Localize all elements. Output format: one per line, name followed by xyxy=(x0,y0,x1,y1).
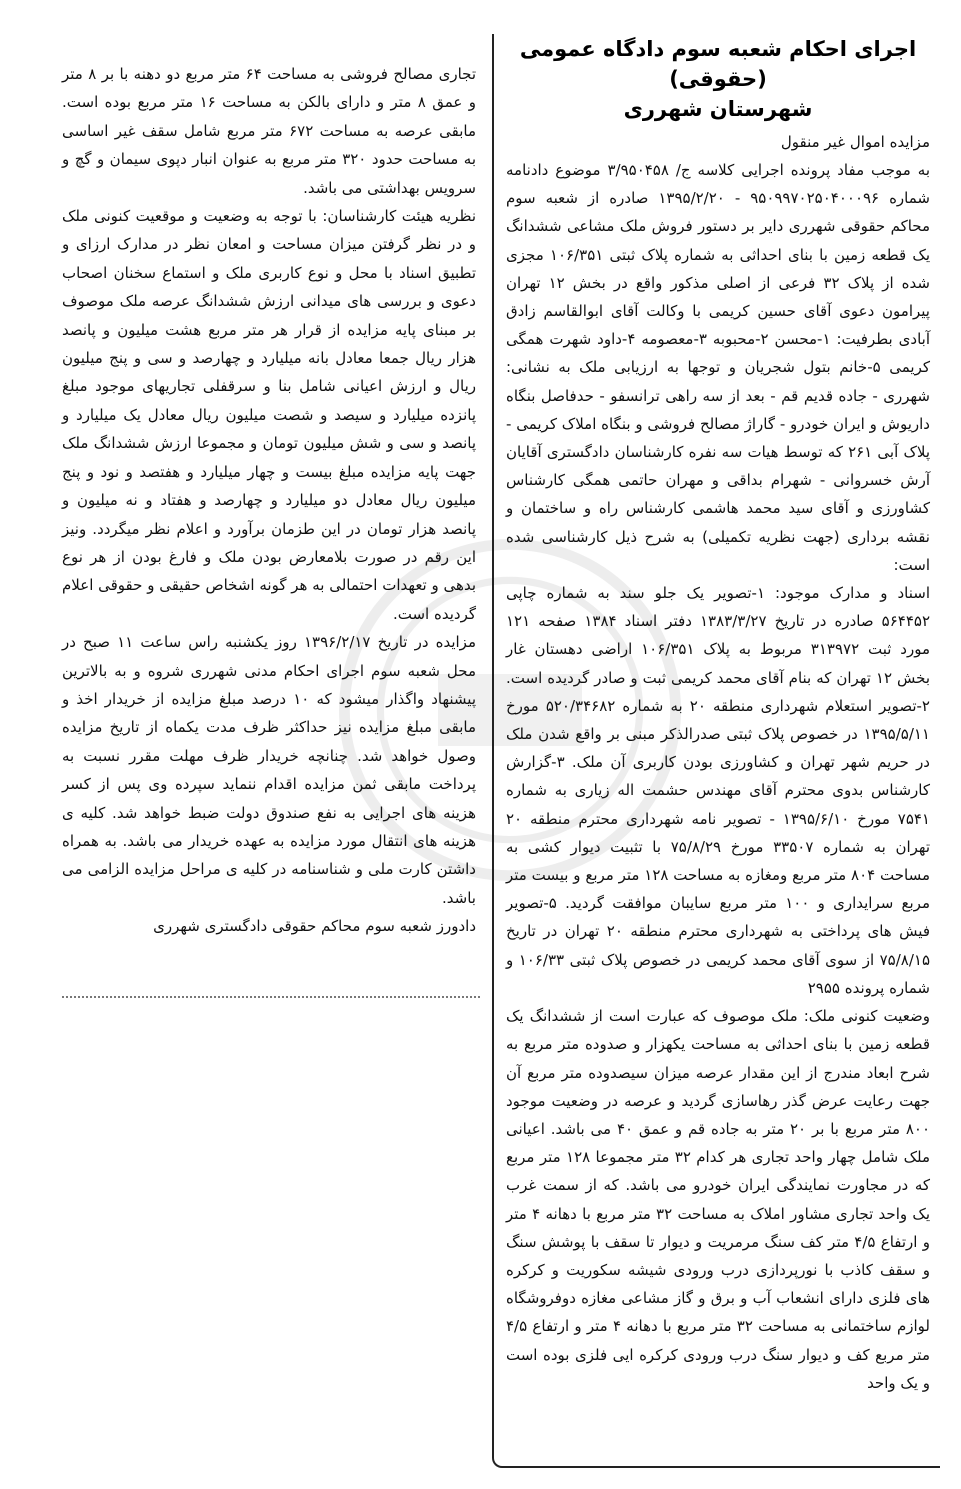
signature: دادورز شعبه سوم محاکم حقوقی دادگستری شهرری xyxy=(153,917,476,936)
column-divider xyxy=(62,996,480,998)
notice-column-left xyxy=(56,60,486,990)
paragraph-right-3: وضعیت کنونی ملک: ملک موصوف که عبارت است از ششدانگ یک قطعه زمین با بنای احداثی به مساحت یکهزار و صدوده متر مربع به شرح ابعاد مندرج از این مقدار عرصه میزان سیصدوده متر مربع آن جهت رعایت عرض گذر رهاسازی گردید و عرصه در وضعیت موجود ۸۰۰ متر مربع با بر ۲۰ متر به جاده قم و عمق ۴۰ می باشد. اعیانی ملک شامل چهار واحد تجاری هر کدام ۳۲ متر مجموعا ۱۲۸ متر مربع که در مجاورت نمایندگی ایران خودرو می باشد. که از سمت غرب یک واحد تجاری مشاور املاک به مساحت ۳۲ متر مربع با دهانه ۴ متر و ارتفاع ۴/۵ متر کف سنگ مرمریت و دیوار تا سقف با پوشش سنگ و سقف کاذب با نورپردازی درب ورودی شیشه سکوریت و کرکره های فلزی دارای انشعاب آب و برق و گاز مشاعی مغازه دوفروشگاه لوازم ساختمانی به مساحت ۳۲ متر مربع با دهانه ۴ متر و ارتفاع ۴/۵ متر مربع کف و دیوار سنگ درب ورودی کرکره ایی فلزی بوده است و یک واحد xyxy=(506,1007,931,1392)
paragraph-right-2: اسناد و مدارک موجود: ۱-تصویر یک جلو سند به شماره چاپی ۵۶۴۴۵۲ صادره در تاریخ ۱۳۸۳/۳/۲۷ دفتر اسناد ۱۳۸۴ صفحه ۱۲۱ مورد ثبت ۳۱۳۹۷۲ مربوط به پلاک ۱۰۶/۳۵۱ اراضی دهستان غار بخش ۱۲ تهران که بنام آقای محمد کریمی ثبت و صادر گردیده است. ۲-تصویر استعلام شهرداری منطقه ۲۰ به شماره ۵۲۰/۳۴۶۸۲ مورخ ۱۳۹۵/۵/۱۱ در خصوص پلاک ثبتی صدرالذکر مبنی بر واقع شدن ملک در حریم شهر تهران و کشاورزی بودن کاربری آن ملک. ۳-گزارش کارشناس بدوی محترم آقای مهندس حشمت اله زیاری به شماره ۷۵۴۱ مورخ ۱۳۹۵/۶/۱۰ - تصویر نامه شهرداری محترم منطقه ۲۰ تهران به شماره ۳۳۵۰۷ مورخ ۷۵/۸/۲۹ با تثبیت دیوار کشی به مساحت ۸۰۴ متر مربع ومغازه به مساحت ۱۲۸ متر مربع و بیست متر مربع سرایداری و ۱۰۰ متر مربع سایبان موافقت گردید. ۵-تصویر فیش های پرداختی به شهرداری محترم منطقه ۲۰ تهران در تاریخ ۷۵/۸/۱۵ از سوی آقای محمد کریمی در خصوص پلاک ثبتی ۱۰۶/۳۳ و شماره پرونده ۲۹۵۵ xyxy=(506,584,931,997)
paragraph-left-2: نظریه هیئت کارشناسان: با توجه به وضعیت و موقعیت کنونی ملک و در نظر گرفتن میزان مساحت و امعان نظر در مدارک ارزای و تطبیق اسناد با محل و نوع کاربری ملک و استماع سخنان اصحاب دعوی و بررسی های میدانی ارزش ششدانگ عرصه ملک موصوف بر مبنای پایه مزایده از قرار هر متر مربع هشت میلیون و پانصد هزار ریال جمعا معادل بانه میلیارد و چهارصد و سی و پنج میلیون ریال و ارزش اعیانی شامل بنا و سرقفلی تجاریهای موجود مبلغ پانزده میلیارد و سیصد و شصت میلیون ریال معادل یک میلیارد و پانصد و سی و شش میلیون تومان و مجموعا ارزش ششدانگ ملک جهت پایه مزایده مبلغ بیست و چهار میلیارد و هفتصد و نود و پنج میلیون ریال معادل دو میلیارد و چهارصد و هفتاد و نه میلیون و پانصد هزار تومان در این طزمان برآورد و اعلام نظر میگردد. ونیز این رقم در صورت بلامعارض بودن ملک و فارغ بودن از هر نوع بدهی و تعهدات احتمالی به هر گونه اشخاص حقیقی و حقوقی اعلام گردیده است. xyxy=(62,207,476,623)
paragraph-right-1: به موجب مفاد پرونده اجرایی کلاسه ج/ ۳/۹۵۰۴۵۸ موضوع دادنامه شماره ۹۵۰۹۹۷۰۲۵۰۴۰۰۰۹۶ - ۱۳۹۵/۲/۲۰ صادره از شعبه سوم محاکم حقوقی شهرری دایر بر دستور فروش ملک مشاعی ششدانگ یک قطعه زمین با بنای احداثی به شماره پلاک ثبتی ۱۰۶/۳۵۱ مجزی شده از پلاک ۳۲ فرعی از اصلی مذکور واقع در بخش ۱۲ تهران پیرامون دعوی آقای حسین کریمی با وکالت آقای ابوالقاسم زادق آبادی بطرفیت: ۱-محسن ۲-محبوبه ۳-معصومه ۴-داود شهرت همگی کریمی ۵-خانم بتول شجریان و توجها به ارزیابی ملک به نشانی: شهرری - جاده قدیم قم - بعد از سه راهی ترانسفو - حدفاصل بنگاه داریوش و ایران خودرو - گاراژ مصالح فروشی و بنگاه املاک کریمی - پلاک آبی ۲۶۱ که توسط هیات سه نفره کارشناسان دادگستری آقایان آرش خسروانی - شهرام بداقی و مهران حاتمی همگی کارشناس کشاورزی و آقای سید محمد هاشمی کارشناس راه و ساختمان و نقشه برداری (جهت نظریه تکمیلی) به شرح ذیل کارشناسی شده است: xyxy=(506,161,931,574)
section-label: مزایده اموال غیر منقول xyxy=(780,133,930,151)
paragraph-left-1: تجاری مصالح فروشی به مساحت ۶۴ متر مربع دو دهنه با بر ۸ متر و عمق ۸ متر و دارای بالکن به مساحت ۱۶ متر مربع بوده است. مابقی عرصه به مساحت ۶۷۲ متر مربع شامل سقف غیر اساسی به مساحت حدود ۳۲۰ متر مربع به عنوان انبار دپوی سیمان و گچ و سرویس بهداشتی می باشد. xyxy=(62,65,477,197)
notice-title xyxy=(506,34,930,124)
paragraph-left-3: مزایده در تاریخ ۱۳۹۶/۲/۱۷ روز یکشنبه راس ساعت ۱۱ صبح در محل شعبه سوم اجرای احکام مدنی شهرری شروه و به بالاترین پیشنهاد واگذار میشود که ۱۰ درصد مبلغ مزایده از خریدار اخذ و مابقی مبلغ مزایده نیز حداکثر ظرف مدت یکماه از تاریخ مزایده وصول خواهد شد. چنانچه خریدار ظرف مهلت مقرر نسبت به پرداخت مابقی ثمن مزایده اقدام ننماید سپرده وی پس از کسر هزینه های اجرایی به نفع صندوق دولت ضبط خواهد شد. کلیه ی هزینه های انتقال مورد مزایده به عهده خریدار می باشد. به همراه داشتن کارت ملی و شناسنامه در کلیه ی مراحل مزایده الزامی می باشد. xyxy=(62,633,476,907)
notice-column-right xyxy=(492,34,940,1468)
notice-title-line1: اجرای احکام شعبه سوم دادگاه عمومی (حقوقی) xyxy=(519,37,917,91)
notice-title-line2: شهرستان شهرری xyxy=(623,97,813,121)
